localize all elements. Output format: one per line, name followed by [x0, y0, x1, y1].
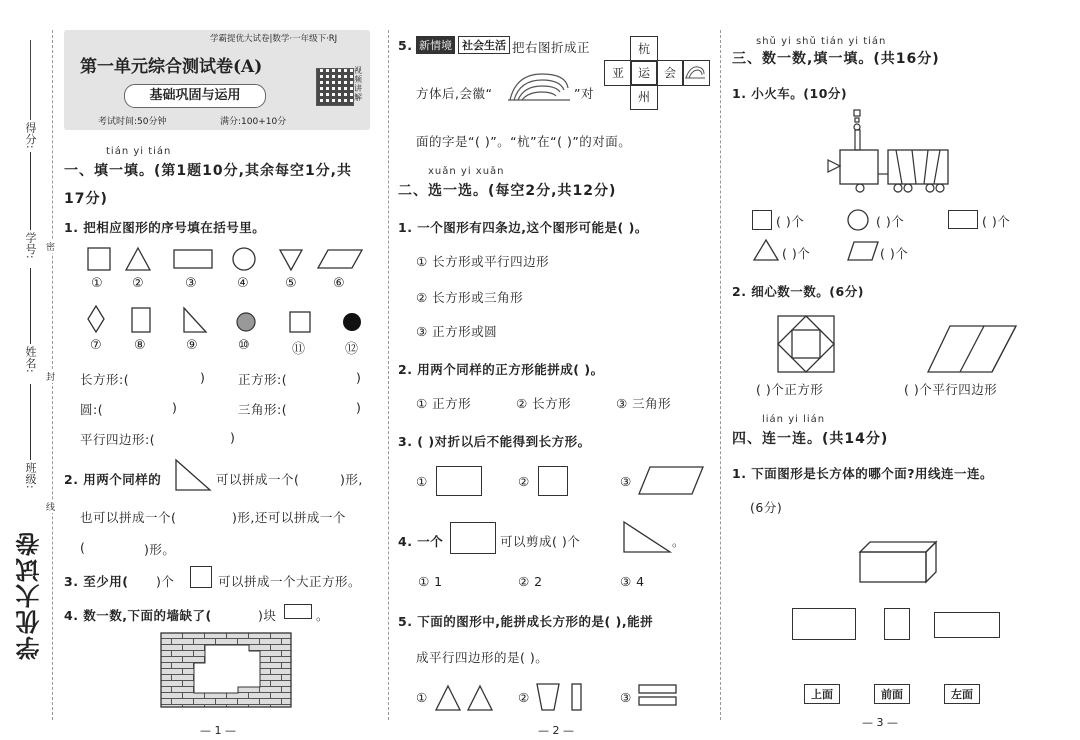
- toy-train-drawing: [826, 108, 950, 194]
- shape-num-8: ⑧: [134, 338, 146, 353]
- exam-time: 考试时间:50分钟: [98, 117, 167, 127]
- p1-q2-c: )形,: [340, 472, 363, 487]
- cat-circle-label: 圆:(: [80, 402, 104, 417]
- qr-code-icon[interactable]: [316, 68, 354, 106]
- p2-q2: 2. 用两个同样的正方形能拼成( )。: [398, 362, 604, 377]
- q4-brick-icon: [284, 604, 312, 619]
- q3-option3-parallelogram: [638, 466, 704, 496]
- shape-rectangle-8: [132, 308, 150, 332]
- shape-num-2: ②: [132, 276, 144, 291]
- p2-q4-a: 4. 一个: [398, 534, 444, 549]
- net-face-hui: 会: [656, 60, 684, 86]
- p2-q5: 5. 下面的图形中,能拼成长方形的是( ),能拼: [398, 614, 654, 629]
- q3-square-icon: [190, 566, 212, 588]
- p2-q5-b: 把右图折成正: [512, 40, 591, 55]
- q2-triangle-icon: [174, 458, 214, 492]
- shape-triangle-9: [184, 308, 206, 332]
- shape-num-10: ⑩: [238, 338, 250, 353]
- q4-triangle-icon: [622, 520, 672, 554]
- seal-mark-1: 密: [46, 240, 56, 253]
- seal-mark-3: 线: [46, 500, 56, 513]
- emblem-icon: [506, 70, 572, 104]
- net-face-yun: 运: [630, 60, 658, 86]
- p2-q5-e: 面的字是“( )”。“杭”在“( )”的对面。: [416, 134, 632, 149]
- p3-q2: 2. 细心数一数。(6分): [732, 284, 864, 299]
- section3-pinyin: shǔ yi shǔ tián yi tián: [756, 36, 887, 47]
- cat-triangle-label: 三角形:(: [238, 402, 288, 417]
- p1-q2-f: (: [80, 540, 86, 555]
- p1-q2-a: 2. 用两个同样的: [64, 472, 162, 487]
- p1-q4-b: )块: [258, 608, 277, 623]
- class-label: 班级:: [24, 462, 37, 490]
- shape-num-12: ⑫: [345, 342, 359, 357]
- p2-q2-opt3[interactable]: ③ 三角形: [616, 396, 672, 411]
- p2-q4-opt2[interactable]: ② 2: [518, 574, 543, 589]
- count-parallelogram-answer[interactable]: ( )个: [880, 246, 909, 261]
- exam-full-marks: 满分:100+10分: [220, 117, 287, 127]
- q3-option2-square: [538, 466, 568, 496]
- shape-rectangle-3: [174, 250, 212, 268]
- face-flat-rect[interactable]: [934, 612, 1000, 638]
- p2-q3-opt3[interactable]: ③: [620, 474, 632, 489]
- shape-parallelogram-6: [318, 250, 362, 268]
- face-label-front[interactable]: 前面: [874, 684, 910, 704]
- p2-q5-opt3[interactable]: ③: [620, 690, 632, 705]
- p1-q3-c: 可以拼成一个大正方形。: [218, 574, 362, 589]
- cat-square-label: 正方形:(: [238, 372, 288, 387]
- tag-new-context: 新情境: [416, 36, 455, 54]
- section2-pinyin: xuǎn yi xuǎn: [428, 166, 505, 177]
- count-square-answer[interactable]: ( )个: [776, 214, 805, 229]
- shape-row-1: [84, 246, 374, 276]
- p2-q4-b: 可以剪成( )个: [500, 534, 581, 549]
- name-label: 姓名:: [24, 346, 37, 374]
- p2-q5-num: 5.: [398, 38, 413, 53]
- p2-q4-c: 。: [672, 534, 686, 549]
- shape-circle-4: [233, 248, 255, 270]
- qr-label: 视频讲解: [354, 66, 362, 102]
- p1-q2-b: 可以拼成一个(: [216, 472, 300, 487]
- p3-q4-1: 1. 下面图形是长方体的哪个面?用线连一连。: [732, 466, 994, 481]
- page-number-1: — 1 —: [200, 724, 236, 737]
- number-line: [30, 152, 31, 230]
- p3-q2-squares-answer[interactable]: ( )个正方形: [756, 382, 824, 397]
- shape-num-1: ①: [91, 276, 103, 291]
- shape-square-1: [88, 248, 110, 270]
- cuboid-drawing: [858, 540, 938, 584]
- count-rect-icon: [948, 210, 978, 229]
- parallelograms-drawing: [926, 324, 1018, 374]
- p3-q2-parallelograms-answer[interactable]: ( )个平行四边形: [904, 382, 998, 397]
- section4-title: 四、连一连。(共14分): [732, 431, 889, 447]
- exam-subtitle: 基础巩固与运用: [124, 84, 266, 108]
- score-label: 得分:: [24, 122, 37, 150]
- section3-title: 三、数一数,填一填。(共16分): [732, 51, 940, 67]
- p2-q1: 1. 一个图形有四条边,这个图形可能是( )。: [398, 220, 648, 235]
- face-wide-rect[interactable]: [792, 608, 856, 640]
- p2-q1-opt1[interactable]: ① 长方形或平行四边形: [416, 254, 550, 269]
- column-divider-2: [720, 30, 721, 720]
- face-label-top[interactable]: 上面: [804, 684, 840, 704]
- face-narrow-rect[interactable]: [884, 608, 910, 640]
- cat-para-label: 平行四边形:(: [80, 432, 156, 447]
- shape-num-9: ⑨: [186, 338, 198, 353]
- q3-option1-rect: [436, 466, 482, 496]
- p2-q4-opt1[interactable]: ① 1: [418, 574, 443, 589]
- page-number-3: — 3 —: [862, 716, 898, 729]
- section1-title-cont: 17分): [64, 191, 108, 207]
- name-line: [30, 268, 31, 344]
- count-triangle-answer[interactable]: ( )个: [782, 246, 811, 261]
- section2-title: 二、选一选。(每空2分,共12分): [398, 183, 617, 199]
- tag-social-life: 社会生活: [458, 36, 510, 54]
- shape-triangle-2: [126, 248, 150, 270]
- nested-squares-drawing: [776, 314, 836, 374]
- cat-para-close: ): [230, 430, 236, 445]
- page-number-2: — 2 —: [538, 724, 574, 737]
- p1-q2-g: )形。: [144, 542, 176, 557]
- p3-q4-1-score: (6分): [750, 500, 783, 515]
- shape-circle-10: [237, 313, 255, 331]
- cat-rect-label: 长方形:(: [80, 372, 130, 387]
- cat-circle-close: ): [172, 400, 178, 415]
- exam-title: 第一单元综合测试卷(A): [80, 57, 263, 77]
- p2-q5-c: 方体后,会徽“: [416, 86, 493, 101]
- shape-rhombus-7: [88, 306, 104, 332]
- score-line: [30, 40, 31, 120]
- p2-q4-opt3[interactable]: ③ 4: [620, 574, 645, 589]
- net-face-zhou: 州: [630, 84, 658, 110]
- p2-q1-opt2[interactable]: ② 长方形或三角形: [416, 290, 524, 305]
- p3-q1: 1. 小火车。(10分): [732, 86, 848, 101]
- net-face-hang: 杭: [630, 36, 658, 62]
- p2-q5-opt1[interactable]: ①: [416, 690, 428, 705]
- p2-q3-opt2[interactable]: ②: [518, 474, 530, 489]
- p1-q2-d: 也可以拼成一个(: [80, 510, 177, 525]
- shape-num-11: ⑪: [292, 342, 306, 357]
- p1-q4-a: 4. 数一数,下面的墙缺了(: [64, 608, 212, 623]
- series-label: 学霸提优大试卷|数学·一年级下·RJ: [210, 34, 338, 44]
- face-label-left[interactable]: 左面: [944, 684, 980, 704]
- count-rect-answer[interactable]: ( )个: [982, 214, 1011, 229]
- count-circle-icon: [846, 208, 870, 232]
- section1-pinyin: tián yi tián: [106, 146, 172, 157]
- p1-q4-c: 。: [316, 608, 330, 623]
- q5-option2-trapezoid-rect: [536, 682, 586, 712]
- p2-q3-opt1[interactable]: ①: [416, 474, 428, 489]
- count-square-icon: [752, 210, 772, 230]
- p2-q1-opt3[interactable]: ③ 正方形或圆: [416, 324, 498, 339]
- brand-text: 学优大试卷: [15, 530, 44, 660]
- p2-q2-opt1[interactable]: ① 正方形: [416, 396, 472, 411]
- cat-rect-close: ): [200, 370, 206, 385]
- count-circle-answer[interactable]: ( )个: [876, 214, 905, 229]
- shape-num-3: ③: [185, 276, 197, 291]
- p2-q5-d: ”对: [574, 86, 594, 101]
- shape-num-4: ④: [237, 276, 249, 291]
- shape-num-7: ⑦: [90, 338, 102, 353]
- shape-circle-12: [343, 313, 361, 331]
- shape-num-5: ⑤: [285, 276, 297, 291]
- p1-q1: 1. 把相应图形的序号填在括号里。: [64, 220, 266, 235]
- section4-pinyin: lián yi lián: [762, 414, 826, 425]
- cat-triangle-close: ): [356, 400, 362, 415]
- seal-mark-2: 封: [46, 370, 56, 383]
- p1-q3-b: )个: [156, 574, 175, 589]
- column-divider-1: [388, 30, 389, 720]
- count-parallelogram-icon: [846, 240, 880, 262]
- cat-square-close: ): [356, 370, 362, 385]
- shape-row-2: [84, 306, 374, 336]
- q5-option1-triangles: [434, 684, 496, 712]
- class-line: [30, 384, 31, 460]
- count-triangle-icon: [752, 238, 780, 262]
- q5-option3-strips: [638, 684, 678, 710]
- net-emblem-icon: [684, 64, 706, 80]
- net-face-ya: 亚: [604, 60, 632, 86]
- section1-title: 一、填一填。(第1题10分,其余每空1分,共: [64, 163, 352, 179]
- shape-square-11: [290, 312, 310, 332]
- p2-q5-line2: 成平行四边形的是( )。: [416, 650, 549, 665]
- p2-q2-opt2[interactable]: ② 长方形: [516, 396, 572, 411]
- brick-wall: [160, 632, 292, 708]
- p1-q3-a: 3. 至少用(: [64, 574, 129, 589]
- p2-q3: 3. ( )对折以后不能得到长方形。: [398, 434, 591, 449]
- shape-triangle-5: [280, 250, 302, 270]
- p1-q2-e: )形,还可以拼成一个: [232, 510, 346, 525]
- q4-rect-icon: [450, 522, 496, 554]
- p2-q5-opt2[interactable]: ②: [518, 690, 530, 705]
- number-label: 学号:: [24, 232, 37, 260]
- shape-num-6: ⑥: [333, 276, 345, 291]
